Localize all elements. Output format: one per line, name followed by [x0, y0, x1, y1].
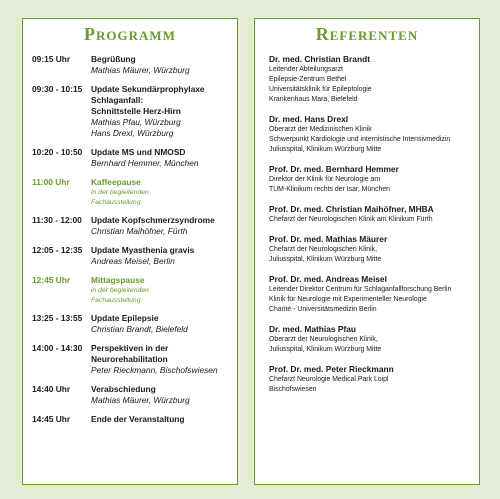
session-title: Update Epilepsie	[91, 313, 159, 323]
session-speaker: Andreas Meisel, Berlin	[91, 256, 175, 266]
speaker-affiliation: Juliusspital, Klinikum Würzburg Mitte	[269, 346, 382, 353]
session-title: Mittagspause	[91, 275, 145, 285]
speaker-entry	[269, 324, 471, 355]
session-title: Kaffeepause	[91, 177, 141, 187]
schedule-list	[32, 54, 237, 425]
session-title: Update MS und NMOSD	[91, 147, 186, 157]
session-speaker: Mathias Mäurer, Würzburg	[91, 65, 190, 75]
schedule-body	[91, 147, 237, 169]
speaker-name: Dr. med. Hans Drexl	[269, 114, 349, 124]
schedule-entry	[32, 84, 237, 139]
schedule-body	[91, 215, 237, 237]
speaker-entry	[269, 364, 471, 395]
schedule-body	[91, 414, 237, 425]
schedule-body	[91, 245, 237, 267]
session-title: Verabschiedung	[91, 384, 156, 394]
speaker-name: Prof. Dr. med. Andreas Meisel	[269, 274, 387, 284]
speaker-name: Prof. Dr. med. Peter Rieckmann	[269, 364, 394, 374]
schedule-body	[91, 313, 237, 335]
referenten-title: Referenten	[315, 24, 419, 44]
schedule-time: 12:45 Uhr	[32, 275, 71, 285]
schedule-entry	[32, 414, 237, 425]
session-title: Ende der Veranstaltung	[91, 414, 185, 424]
schedule-entry	[32, 215, 237, 237]
speaker-name: Dr. med. Christian Brandt	[269, 54, 370, 64]
speaker-affiliation: Bischofswiesen	[269, 386, 317, 393]
schedule-body	[91, 343, 237, 376]
speaker-entry	[269, 204, 471, 225]
schedule-time: 13:25 - 13:55	[32, 313, 83, 323]
schedule-time: 11:00 Uhr	[32, 177, 70, 187]
schedule-body	[91, 384, 237, 406]
session-title: Update Myasthenia gravis	[91, 245, 195, 255]
schedule-time: 09:30 - 10:15	[32, 84, 83, 94]
speaker-affiliation: Juliusspital, Klinikum Würzburg Mitte	[269, 146, 382, 153]
speaker-name: Dr. med. Mathias Pfau	[269, 324, 357, 334]
session-title: Begrüßung	[91, 54, 136, 64]
speaker-entry	[269, 274, 471, 315]
schedule-entry	[32, 275, 237, 305]
speaker-entry	[269, 114, 471, 155]
speaker-affiliation: Oberarzt der Medizinischen Klinik	[269, 126, 372, 133]
schedule-time: 14:00 - 14:30	[32, 343, 83, 353]
schedule-time: 14:45 Uhr	[32, 414, 71, 424]
speaker-name: Prof. Dr. med. Christian Maihöfner, MHBA	[269, 204, 434, 214]
speaker-entry	[269, 164, 471, 195]
speaker-list	[269, 54, 471, 395]
programm-panel	[22, 18, 238, 485]
schedule-entry	[32, 313, 237, 335]
session-speaker: Christian Brandt, Bielefeld	[91, 324, 188, 334]
session-speaker: Bernhard Hemmer, München	[91, 158, 199, 168]
referenten-panel	[254, 18, 480, 485]
schedule-entry	[32, 384, 237, 406]
speaker-affiliation: Chefarzt Neurologie Medical Park Loipl	[269, 376, 389, 383]
speaker-affiliation: Epilepsie-Zentrum Bethel	[269, 76, 347, 83]
session-speaker: Mathias Pfau, Würzburg Hans Drexl, Würzburg	[91, 117, 181, 138]
speaker-affiliation: Direktor der Klinik für Neurologie am	[269, 176, 381, 183]
programm-title: Programm	[84, 24, 176, 44]
speaker-affiliation: Chefarzt der Neurologischen Klinik,	[269, 246, 378, 253]
schedule-body	[91, 54, 237, 76]
speaker-affiliation: Leitender Abteilungsarzt	[269, 66, 343, 73]
speaker-affiliation: Leitender Direktor Centrum für Schlaganfallforschung Berlin	[269, 286, 452, 293]
speaker-affiliation: Oberarzt der Neurologischen Klinik,	[269, 336, 378, 343]
schedule-body	[91, 84, 237, 139]
speaker-name: Prof. Dr. med. Bernhard Hemmer	[269, 164, 399, 174]
speaker-affiliation: Universitätsklinik für Epileptologie	[269, 86, 372, 93]
session-title: Update Kopfschmerzsyndrome	[91, 215, 215, 225]
speaker-affiliation: Klinik für Neurologie mit Experimenteller Neurologie	[269, 296, 427, 303]
speaker-affiliation: Chefarzt der Neurologischen Klinik am Klinikum Fürth	[269, 216, 433, 223]
session-speaker: Peter Rieckmann, Bischofswiesen	[91, 365, 218, 375]
schedule-time: 14:40 Uhr	[32, 384, 71, 394]
speaker-entry	[269, 54, 471, 105]
schedule-entry	[32, 245, 237, 267]
speaker-affiliation: Juliusspital, Klinikum Würzburg Mitte	[269, 256, 382, 263]
speaker-entry	[269, 234, 471, 265]
session-speaker: Mathias Mäurer, Würzburg	[91, 395, 190, 405]
schedule-entry	[32, 343, 237, 376]
schedule-body	[91, 177, 237, 207]
schedule-time: 12:05 - 12:35	[32, 245, 83, 255]
speaker-affiliation: Schwerpunkt Kardiologie und internistische Intensivmedizin	[269, 136, 451, 143]
session-title: Perspektiven in der Neurorehabilitation	[91, 343, 169, 364]
speaker-name: Prof. Dr. med. Mathias Mäurer	[269, 234, 388, 244]
schedule-time: 11:30 - 12:00	[32, 215, 82, 225]
schedule-entry	[32, 147, 237, 169]
schedule-entry	[32, 54, 237, 76]
speaker-affiliation: Charité - Universitätsmedizin Berlin	[269, 306, 377, 313]
session-speaker: Christian Maihöfner, Fürth	[91, 226, 188, 236]
session-speaker: in der begleitenden Fachausstellung	[91, 287, 149, 304]
schedule-body	[91, 275, 237, 305]
session-title: Update Sekundärprophylaxe Schlaganfall: Schnittstelle Herz-Hirn	[91, 84, 205, 116]
speaker-affiliation: Krankenhaus Mara, Bielefeld	[269, 96, 358, 103]
speaker-affiliation: TUM-Klinikum rechts der Isar, München	[269, 186, 391, 193]
schedule-time: 10:20 - 10:50	[32, 147, 83, 157]
schedule-entry	[32, 177, 237, 207]
session-speaker: in der begleitenden Fachausstellung	[91, 189, 149, 206]
schedule-time: 09:15 Uhr	[32, 54, 71, 64]
